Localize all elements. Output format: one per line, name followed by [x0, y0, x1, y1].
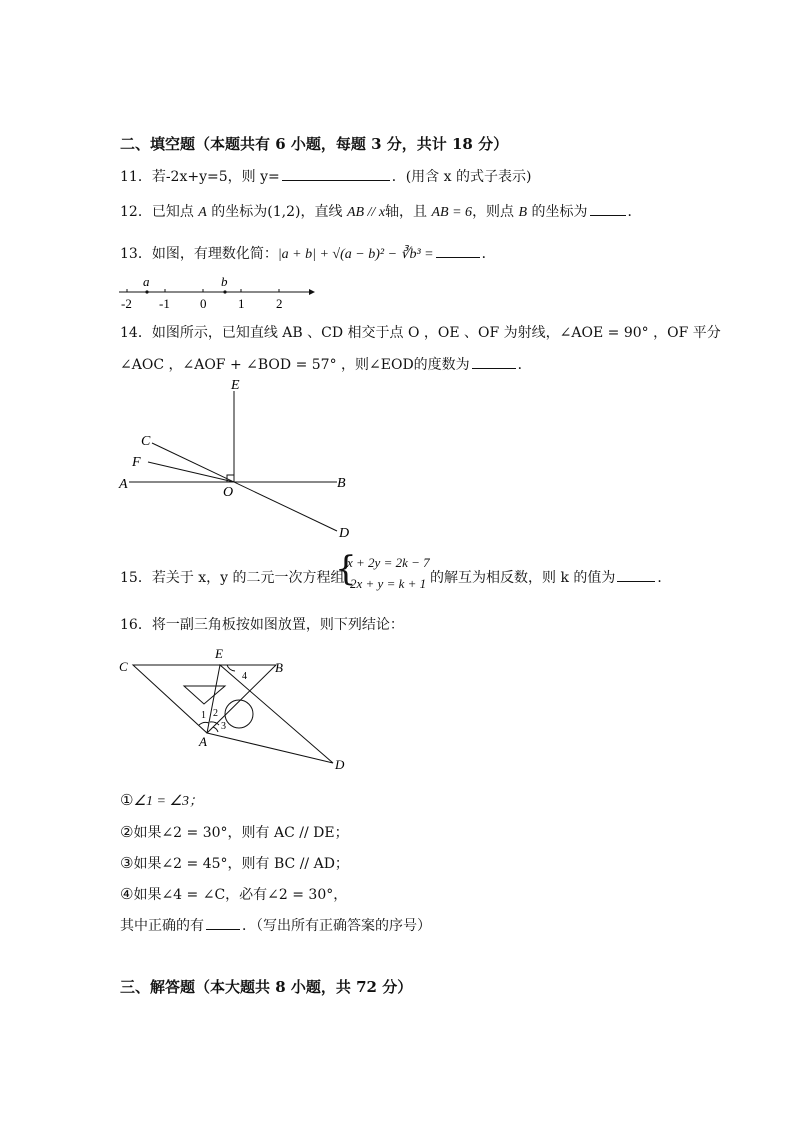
tick-label: -1 — [159, 296, 170, 311]
label-b: B — [275, 660, 283, 675]
q12-mid3: 轴，且 — [385, 204, 432, 220]
option-1-text: ∠1 = ∠3； — [133, 794, 204, 809]
q11-text: 11．若-2x+y=5，则 y= — [120, 169, 280, 185]
question-11 — [120, 166, 531, 186]
q16-answer-blank[interactable] — [206, 915, 240, 930]
label-b: b — [221, 274, 228, 289]
number-line-figure — [115, 274, 315, 314]
option-2-text: 如果∠2 = 30°，则有 AC // DE； — [133, 825, 349, 841]
tick-label: 2 — [276, 296, 283, 311]
q15-tail-text: 的解互为相反数，则 k 的值为 — [430, 570, 616, 586]
q12-point-b: B — [518, 205, 528, 220]
q12-pre: 12．已知点 — [120, 204, 199, 220]
angle-label-4: 4 — [242, 671, 247, 682]
label-a: a — [143, 274, 150, 289]
q13-answer-blank[interactable] — [436, 243, 480, 258]
label-f: F — [132, 455, 141, 470]
number-line-arrow — [309, 289, 315, 295]
q12-mid2: ，直线 — [300, 204, 347, 220]
q12-answer-blank[interactable] — [590, 201, 626, 216]
question-14-line2 — [120, 354, 532, 374]
option-4-text: 如果∠4 = ∠C，必有∠2 = 30°， — [133, 887, 348, 903]
angle-label-1: 1 — [201, 710, 206, 721]
q12-tail: 的坐标为 — [527, 204, 588, 220]
label-b: B — [337, 476, 346, 491]
q11-tail: ．(用含 x 的式子表示) — [391, 169, 532, 185]
section-3-title: 三、解答题（本大题共 8 小题，共 72 分） — [120, 978, 413, 996]
tick-label: 0 — [200, 296, 207, 311]
option-1-number: ① — [120, 791, 134, 809]
angle-4-arc — [227, 665, 235, 671]
q12-mid1: 的坐标为 — [206, 204, 268, 220]
option-2-number: ② — [120, 823, 134, 841]
angle-1-arc — [199, 722, 209, 725]
label-e: E — [231, 378, 240, 393]
question-13 — [120, 243, 496, 263]
angle-label-2: 2 — [213, 708, 218, 719]
label-d: D — [335, 757, 345, 772]
inner-circle-cutout — [225, 700, 253, 728]
label-a: A — [199, 734, 207, 749]
q12-mid4: ，则点 — [472, 204, 519, 220]
q14-line2-text: ∠AOC ，∠AOF + ∠BOD = 57° ，则∠EOD的度数为 — [120, 357, 470, 373]
line-cd — [152, 443, 337, 531]
q13-pre: 13．如图，有理数化简： — [120, 246, 278, 262]
label-o: O — [223, 485, 234, 500]
label-e: E — [215, 646, 223, 661]
option-4 — [120, 884, 347, 904]
q13-expression: |a + b| + √(a − b)² − ∛b³ = — [277, 247, 434, 262]
inner-triangle-cutout — [184, 686, 225, 704]
q12-point-a: A — [198, 205, 207, 220]
ray-of — [148, 462, 234, 482]
question-16: 16．将一副三角板按如图放置，则下列结论： — [120, 617, 404, 633]
q12-parallel: // — [364, 205, 379, 220]
question-15-pre: 15．若关于 x，y 的二元一次方程组 — [120, 570, 345, 586]
q12-coord: (1,2) — [267, 204, 301, 220]
q14-end: ． — [517, 357, 532, 373]
angle-label-3: 3 — [221, 721, 226, 732]
section-2-title: 二、填空题（本题共有 6 小题，每题 3 分，共计 18 分） — [120, 135, 509, 153]
question-15-tail — [430, 567, 671, 587]
question-16-tail — [120, 915, 431, 935]
q16-tail-text: ．（写出所有正确答案的序号） — [242, 918, 431, 934]
equation-1: x + 2y = 2k − 7 — [347, 555, 430, 570]
option-3-number: ③ — [120, 854, 134, 872]
point-b — [223, 290, 226, 293]
point-a — [145, 290, 148, 293]
label-c: C — [141, 434, 151, 449]
equation-2: 2x + y = k + 1 — [350, 576, 427, 591]
q14-answer-blank[interactable] — [472, 354, 516, 369]
figure-16 — [115, 645, 355, 775]
label-d: D — [339, 526, 350, 541]
option-2 — [120, 822, 349, 842]
q15-end: ． — [657, 570, 672, 586]
q12-axis: x — [378, 205, 386, 220]
option-4-number: ④ — [120, 885, 134, 903]
q15-answer-blank[interactable] — [617, 567, 655, 582]
q13-end: ． — [481, 246, 496, 262]
system-brace: { — [335, 549, 357, 589]
label-c: C — [119, 659, 128, 674]
q16-tail-pre: 其中正确的有 — [120, 918, 204, 934]
tick-label: 1 — [238, 296, 245, 311]
q12-end: ． — [627, 204, 642, 220]
q11-answer-blank[interactable] — [282, 166, 390, 181]
q12-eq: AB = 6 — [431, 205, 473, 220]
option-1 — [120, 790, 203, 810]
option-3-text: 如果∠2 = 45°，则有 BC // AD； — [133, 856, 349, 872]
figure-14 — [115, 375, 365, 547]
question-14-line1: 14．如图所示，已知直线 AB 、CD 相交于点 O ，OE 、OF 为射线，∠AOE = 90° ，OF 平分 — [120, 325, 721, 341]
label-a: A — [119, 477, 128, 492]
angle-3-arc — [213, 727, 218, 732]
tick-label: -2 — [121, 296, 132, 311]
question-12 — [120, 201, 642, 221]
option-3 — [120, 853, 349, 873]
q12-line: AB — [346, 205, 365, 220]
